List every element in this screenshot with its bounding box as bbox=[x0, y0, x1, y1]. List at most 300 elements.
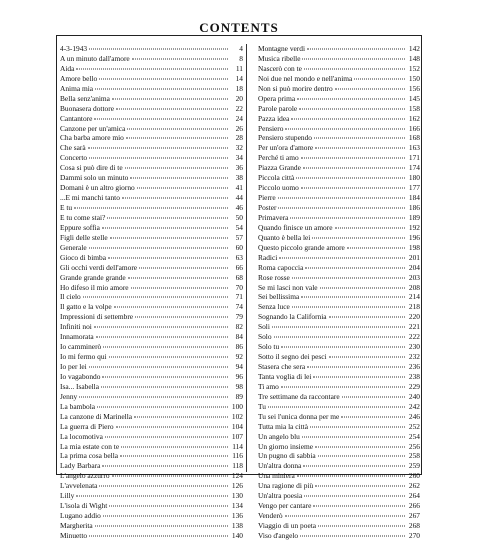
toc-entry bbox=[60, 173, 243, 183]
toc-dot-leader bbox=[135, 317, 228, 318]
toc-entry bbox=[60, 471, 243, 481]
toc-entry bbox=[258, 133, 420, 143]
toc-entry-page: 98 bbox=[235, 381, 243, 391]
toc-entry-page: 63 bbox=[235, 252, 243, 262]
toc-dot-leader bbox=[290, 217, 405, 218]
toc-entry-page: 96 bbox=[235, 371, 243, 381]
toc-entry bbox=[258, 54, 420, 64]
toc-dot-leader bbox=[128, 277, 228, 278]
toc-entry bbox=[60, 243, 243, 253]
toc-dot-leader bbox=[302, 58, 405, 59]
toc-entry-page: 218 bbox=[408, 302, 420, 312]
toc-entry-title: Cosa si può dire di te bbox=[60, 163, 123, 173]
toc-dot-leader bbox=[347, 247, 405, 248]
toc-dot-leader bbox=[122, 198, 228, 199]
toc-entry bbox=[60, 521, 243, 531]
toc-entry-page: 196 bbox=[408, 232, 420, 242]
toc-entry-title: L'isola di Wight bbox=[60, 501, 108, 511]
toc-entry bbox=[258, 114, 420, 124]
toc-entry-page: 124 bbox=[231, 471, 243, 481]
toc-entry-title: Quando finisce un amore bbox=[258, 222, 333, 232]
toc-entry-page: 60 bbox=[235, 242, 243, 252]
toc-entry-page: 145 bbox=[408, 93, 420, 103]
toc-entry bbox=[60, 382, 243, 392]
toc-entry bbox=[258, 64, 420, 74]
toc-entry-title: Poster bbox=[258, 203, 277, 212]
toc-dot-leader bbox=[297, 98, 405, 99]
toc-dot-leader bbox=[126, 138, 228, 139]
toc-entry-page: 74 bbox=[235, 302, 243, 312]
toc-entry-title: Pensiero stupendo bbox=[258, 133, 312, 143]
toc-entry-page: 162 bbox=[408, 113, 420, 123]
toc-entry-page: 258 bbox=[408, 451, 420, 461]
toc-entry-title: Piccola città bbox=[258, 173, 295, 183]
toc-entry-page: 236 bbox=[408, 362, 420, 371]
toc-dot-leader bbox=[88, 148, 228, 149]
toc-entry-title: Radici bbox=[258, 252, 278, 262]
toc-dot-leader bbox=[354, 78, 405, 79]
toc-entry-title: Musica ribelle bbox=[258, 53, 301, 63]
toc-dot-leader bbox=[134, 416, 228, 417]
toc-dot-leader bbox=[114, 307, 228, 308]
toc-dot-leader bbox=[318, 456, 405, 457]
toc-entry-page: 240 bbox=[408, 391, 420, 401]
toc-dot-leader bbox=[132, 58, 228, 59]
toc-dot-leader bbox=[310, 426, 405, 427]
toc-dot-leader bbox=[307, 367, 405, 368]
toc-entry-title: Pierre bbox=[258, 193, 276, 203]
toc-entry bbox=[258, 273, 420, 283]
toc-entry-page: 114 bbox=[232, 441, 243, 451]
toc-entry-title: Vengo per cantare bbox=[258, 501, 312, 511]
toc-entry-title: Tre settimane da raccontare bbox=[258, 391, 340, 401]
toc-entry-title: Nascerò con te bbox=[258, 63, 302, 73]
toc-entry bbox=[258, 302, 420, 312]
toc-entry-page: 130 bbox=[231, 491, 243, 501]
toc-entry bbox=[258, 471, 420, 481]
toc-entry-title: Canzone per un'amica bbox=[60, 123, 126, 133]
toc-entry bbox=[60, 183, 243, 193]
toc-entry bbox=[258, 253, 420, 263]
toc-entry-title: Pazza idea bbox=[258, 113, 290, 123]
toc-entry-page: 229 bbox=[408, 381, 420, 391]
toc-entry-page: 256 bbox=[408, 441, 420, 451]
toc-entry-title: Perché ti amo bbox=[258, 153, 299, 163]
toc-entry bbox=[60, 412, 243, 422]
toc-entry-title: Dammi solo un minuto bbox=[60, 173, 129, 183]
toc-dot-leader bbox=[313, 376, 405, 377]
toc-entry-page: 34 bbox=[235, 153, 243, 163]
toc-entry-page: 201 bbox=[408, 252, 420, 262]
toc-entry-title: Grande grande grande bbox=[60, 272, 126, 282]
toc-entry bbox=[258, 402, 420, 412]
toc-entry bbox=[258, 312, 420, 322]
toc-entry bbox=[60, 273, 243, 283]
toc-entry-title: Solo tu bbox=[258, 342, 280, 352]
toc-dot-leader bbox=[99, 486, 228, 487]
toc-entry-title: Non si può morire dentro bbox=[258, 83, 333, 93]
toc-entry bbox=[60, 292, 243, 302]
toc-entry bbox=[60, 124, 243, 134]
toc-entry bbox=[60, 312, 243, 322]
toc-entry-page: 166 bbox=[408, 123, 420, 133]
toc-entry-title: Pensiero bbox=[258, 123, 284, 133]
toc-entry-page: 268 bbox=[408, 521, 420, 530]
toc-entry-page: 192 bbox=[408, 222, 420, 232]
toc-entry-page: 50 bbox=[235, 212, 243, 222]
toc-dot-leader bbox=[274, 337, 405, 338]
toc-entry-page: 270 bbox=[408, 530, 420, 540]
toc-entry-page: 102 bbox=[231, 411, 243, 421]
toc-entry-title: A un minuto dall'amore bbox=[60, 53, 130, 63]
toc-entry-title: Un'altra donna bbox=[258, 461, 302, 471]
toc-entry-title: Il gatto e la volpe bbox=[60, 302, 112, 312]
toc-entry-page: 264 bbox=[408, 491, 420, 501]
toc-entry-page: 24 bbox=[235, 113, 243, 123]
toc-entry-page: 262 bbox=[408, 481, 420, 491]
toc-entry-title: Gioco di bimba bbox=[60, 252, 106, 262]
toc-entry bbox=[258, 243, 420, 253]
toc-entry bbox=[258, 461, 420, 471]
toc-entry-page: 18 bbox=[235, 83, 243, 93]
toc-entry bbox=[258, 451, 420, 461]
toc-entry-title: La canzone di Marinella bbox=[60, 411, 133, 421]
toc-dot-leader bbox=[108, 257, 228, 258]
toc-dot-leader bbox=[95, 526, 228, 527]
toc-entry-page: 221 bbox=[408, 322, 420, 332]
toc-entry-page: 86 bbox=[235, 342, 243, 352]
toc-entry-page: 222 bbox=[408, 332, 420, 342]
toc-entry-title: Io mi fermo qui bbox=[60, 352, 107, 362]
toc-dot-leader bbox=[315, 446, 405, 447]
toc-dot-leader bbox=[89, 247, 228, 248]
toc-entry-title: Una miniera bbox=[258, 471, 295, 481]
toc-entry bbox=[258, 372, 420, 382]
toc-entry bbox=[60, 422, 243, 432]
toc-dot-leader bbox=[304, 496, 405, 497]
toc-entry-title: Io camminerò bbox=[60, 342, 102, 352]
toc-entry-title: Rose rosse bbox=[258, 272, 290, 282]
toc-entry bbox=[258, 342, 420, 352]
toc-entry-title: Jenny bbox=[60, 391, 78, 401]
toc-entry-title: Concerto bbox=[60, 153, 88, 163]
toc-dot-leader bbox=[74, 208, 228, 209]
toc-entry-page: 158 bbox=[408, 103, 420, 113]
toc-entry bbox=[258, 143, 420, 153]
toc-dot-leader bbox=[315, 486, 405, 487]
toc-dot-leader bbox=[102, 227, 228, 228]
toc-entry-title: Piccolo uomo bbox=[258, 183, 299, 193]
toc-dot-leader bbox=[318, 526, 405, 527]
toc-dot-leader bbox=[268, 406, 405, 407]
toc-entry-title: Tu sei l'unica donna per me bbox=[258, 411, 340, 421]
toc-entry-title: La prima cosa bella bbox=[60, 451, 119, 461]
toc-dot-leader bbox=[314, 138, 405, 139]
toc-entry bbox=[60, 442, 243, 452]
toc-entry-title: Solo bbox=[258, 332, 272, 342]
toc-entry bbox=[60, 263, 243, 273]
toc-entry-page: 66 bbox=[235, 262, 243, 272]
toc-entry-page: 84 bbox=[235, 332, 243, 342]
toc-dot-leader bbox=[300, 535, 405, 536]
toc-entry-page: 177 bbox=[408, 183, 420, 193]
toc-entry-title: Io vagabondo bbox=[60, 371, 101, 381]
toc-dot-leader bbox=[102, 376, 228, 377]
toc-dot-leader bbox=[335, 88, 405, 89]
toc-entry bbox=[60, 153, 243, 163]
toc-entry-page: 57 bbox=[235, 232, 243, 242]
toc-entry-title: Tu bbox=[258, 401, 266, 411]
toc-dot-leader bbox=[272, 327, 405, 328]
toc-entry-page: 163 bbox=[408, 143, 420, 153]
toc-entry-title: Viso d'angelo bbox=[258, 530, 299, 540]
toc-dot-leader bbox=[131, 287, 228, 288]
toc-entry-title: Stasera che sera bbox=[258, 362, 306, 371]
toc-dot-leader bbox=[89, 158, 228, 159]
toc-entry-title: Un'altra poesia bbox=[258, 491, 303, 501]
toc-entry bbox=[60, 392, 243, 402]
toc-entry-page: 184 bbox=[408, 193, 420, 203]
toc-dot-leader bbox=[305, 267, 405, 268]
toc-entry-page: 180 bbox=[408, 173, 420, 183]
toc-entry bbox=[258, 382, 420, 392]
toc-entry-page: 152 bbox=[408, 63, 420, 73]
toc-entry-title: Io per lei bbox=[60, 362, 87, 371]
toc-dot-leader bbox=[307, 49, 405, 50]
toc-entry-page: 260 bbox=[408, 471, 420, 481]
toc-entry bbox=[258, 392, 420, 402]
toc-entry-title: Gli occhi verdi dell'amore bbox=[60, 262, 138, 272]
toc-entry-title: Un giorno insieme bbox=[258, 441, 314, 451]
toc-entry bbox=[258, 74, 420, 84]
toc-entry bbox=[60, 64, 243, 74]
toc-entry-title: Generale bbox=[60, 242, 87, 252]
toc-entry-title: Domani è un altro giorno bbox=[60, 183, 135, 193]
page-title: CONTENTS bbox=[199, 20, 279, 35]
toc-entry bbox=[60, 203, 243, 213]
toc-dot-leader bbox=[285, 516, 405, 517]
toc-entry-page: 266 bbox=[408, 501, 420, 511]
toc-dot-leader bbox=[109, 357, 228, 358]
toc-entry bbox=[60, 114, 243, 124]
toc-entry bbox=[60, 342, 243, 352]
toc-entry-title: Margherita bbox=[60, 521, 93, 530]
toc-entry bbox=[258, 481, 420, 491]
toc-dot-leader bbox=[120, 456, 228, 457]
toc-entry-page: 204 bbox=[408, 262, 420, 272]
toc-entry bbox=[60, 84, 243, 94]
toc-entry-title: Impressioni di settembre bbox=[60, 312, 134, 322]
toc-entry-page: 189 bbox=[408, 212, 420, 222]
toc-entry-title: Anima mia bbox=[60, 83, 94, 93]
toc-entry bbox=[60, 54, 243, 64]
toc-dot-leader bbox=[121, 446, 228, 447]
toc-dot-leader bbox=[335, 227, 406, 228]
toc-dot-leader bbox=[297, 476, 405, 477]
toc-entry-page: 203 bbox=[408, 272, 420, 282]
toc-dot-leader bbox=[130, 178, 228, 179]
contents-column-right bbox=[258, 44, 420, 540]
toc-entry bbox=[60, 233, 243, 243]
toc-dot-leader bbox=[94, 327, 228, 328]
toc-entry-page: 38 bbox=[235, 173, 243, 183]
toc-entry bbox=[60, 253, 243, 263]
toc-dot-leader bbox=[291, 118, 405, 119]
toc-entry-title: Ti amo bbox=[258, 381, 279, 391]
toc-entry-title: Senza luce bbox=[258, 302, 290, 312]
toc-entry-title: Sotto il segno dei pesci bbox=[258, 352, 327, 362]
toc-entry-page: 46 bbox=[235, 203, 243, 212]
toc-entry bbox=[60, 511, 243, 521]
toc-entry-page: 156 bbox=[408, 83, 420, 93]
toc-entry-page: 70 bbox=[235, 282, 243, 292]
toc-entry bbox=[258, 223, 420, 233]
toc-dot-leader bbox=[278, 198, 405, 199]
toc-dot-leader bbox=[89, 535, 228, 536]
toc-entry-title: Minuetto bbox=[60, 530, 88, 540]
toc-entry bbox=[60, 531, 243, 541]
toc-entry bbox=[258, 352, 420, 362]
toc-dot-leader bbox=[292, 307, 405, 308]
toc-entry-title: Buonasera dottore bbox=[60, 103, 114, 113]
toc-entry-title: La locomotiva bbox=[60, 431, 103, 441]
toc-entry bbox=[60, 44, 243, 54]
toc-entry-page: 148 bbox=[408, 53, 420, 63]
toc-entry-page: 54 bbox=[235, 222, 243, 232]
toc-entry-title: Opera prima bbox=[258, 93, 296, 103]
toc-entry bbox=[60, 461, 243, 471]
toc-entry-title: Viaggio di un poeta bbox=[258, 521, 317, 530]
toc-entry bbox=[258, 332, 420, 342]
toc-entry-page: 242 bbox=[408, 401, 420, 411]
toc-entry bbox=[60, 352, 243, 362]
toc-entry bbox=[258, 412, 420, 422]
toc-entry bbox=[258, 173, 420, 183]
toc-entry bbox=[258, 163, 420, 173]
toc-entry bbox=[258, 94, 420, 104]
toc-entry bbox=[258, 213, 420, 223]
toc-entry-page: 14 bbox=[235, 73, 243, 83]
toc-entry-page: 104 bbox=[231, 421, 243, 431]
toc-entry bbox=[60, 362, 243, 372]
toc-entry bbox=[258, 442, 420, 452]
toc-entry bbox=[60, 372, 243, 382]
toc-dot-leader bbox=[296, 178, 405, 179]
toc-entry bbox=[258, 44, 420, 54]
toc-entry bbox=[258, 124, 420, 134]
toc-entry bbox=[60, 193, 243, 203]
toc-entry bbox=[258, 322, 420, 332]
toc-entry bbox=[60, 143, 243, 153]
toc-entry-page: 174 bbox=[408, 163, 420, 173]
toc-entry bbox=[60, 302, 243, 312]
toc-entry-page: 259 bbox=[408, 461, 420, 471]
toc-dot-leader bbox=[281, 347, 405, 348]
toc-entry bbox=[258, 263, 420, 273]
toc-dot-leader bbox=[95, 88, 228, 89]
toc-entry-page: 267 bbox=[408, 511, 420, 521]
toc-dot-leader bbox=[101, 386, 228, 387]
toc-entry bbox=[60, 104, 243, 114]
toc-entry bbox=[60, 322, 243, 332]
toc-dot-leader bbox=[103, 516, 228, 517]
toc-entry-title: Quanto è bella lei bbox=[258, 232, 311, 242]
toc-entry-page: 171 bbox=[408, 153, 420, 163]
toc-entry-page: 208 bbox=[408, 282, 420, 292]
toc-entry bbox=[60, 332, 243, 342]
toc-dot-leader bbox=[96, 337, 228, 338]
toc-entry-page: 22 bbox=[235, 103, 243, 113]
toc-entry bbox=[60, 213, 243, 223]
toc-entry-title: L'angelo azzurro bbox=[60, 471, 110, 481]
toc-dot-leader bbox=[279, 257, 405, 258]
toc-entry-title: E tu bbox=[60, 203, 73, 212]
toc-entry-page: 4 bbox=[239, 44, 243, 53]
toc-dot-leader bbox=[102, 466, 228, 467]
toc-entry-page: 92 bbox=[235, 352, 243, 362]
toc-entry bbox=[60, 451, 243, 461]
toc-entry-title: E tu come stai? bbox=[60, 212, 106, 222]
toc-dot-leader bbox=[76, 68, 228, 69]
toc-dot-leader bbox=[303, 466, 405, 467]
toc-entry-title: Lilly bbox=[60, 491, 75, 501]
toc-entry-title: Roma capoccia bbox=[258, 262, 304, 272]
contents-columns bbox=[60, 44, 420, 540]
toc-entry-title: Soli bbox=[258, 322, 270, 332]
toc-entry-title: Eppure soffia bbox=[60, 222, 100, 232]
toc-dot-leader bbox=[97, 406, 228, 407]
toc-entry-title: Se mi lasci non vale bbox=[258, 282, 318, 292]
toc-entry-page: 26 bbox=[235, 123, 243, 133]
toc-entry-title: Figli delle stelle bbox=[60, 232, 108, 242]
toc-dot-leader bbox=[281, 386, 405, 387]
toc-entry-title: Sognando la California bbox=[258, 312, 327, 322]
toc-dot-leader bbox=[137, 188, 228, 189]
toc-entry-title: Questo piccolo grande amore bbox=[258, 242, 345, 252]
toc-entry bbox=[258, 501, 420, 511]
toc-dot-leader bbox=[112, 98, 228, 99]
toc-entry bbox=[60, 223, 243, 233]
toc-entry-title: Primavera bbox=[258, 212, 289, 222]
toc-dot-leader bbox=[127, 128, 228, 129]
toc-entry-page: 186 bbox=[408, 203, 420, 212]
toc-entry-title: Cantantore bbox=[60, 113, 93, 123]
toc-dot-leader bbox=[94, 118, 228, 119]
toc-entry-title: Una ragione di più bbox=[258, 481, 314, 491]
toc-dot-leader bbox=[116, 426, 228, 427]
toc-entry-page: 150 bbox=[408, 73, 420, 83]
toc-entry bbox=[60, 481, 243, 491]
toc-entry-page: 71 bbox=[235, 292, 243, 302]
toc-dot-leader bbox=[303, 168, 405, 169]
toc-entry-page: 254 bbox=[408, 431, 420, 441]
toc-entry-page: 238 bbox=[408, 371, 420, 381]
toc-entry-page: 136 bbox=[231, 511, 243, 521]
toc-dot-leader bbox=[304, 68, 405, 69]
toc-entry bbox=[258, 511, 420, 521]
toc-dot-leader bbox=[301, 188, 405, 189]
toc-dot-leader bbox=[315, 148, 405, 149]
toc-entry-page: 214 bbox=[408, 292, 420, 302]
toc-entry-title: Piazza Grande bbox=[258, 163, 301, 173]
toc-dot-leader bbox=[329, 357, 405, 358]
toc-entry bbox=[60, 133, 243, 143]
toc-entry bbox=[60, 283, 243, 293]
toc-entry-page: 79 bbox=[235, 312, 243, 322]
toc-entry-title: Montagne verdi bbox=[258, 44, 305, 53]
toc-entry-title: Un angelo blu bbox=[258, 431, 300, 441]
toc-entry-title: Venderò bbox=[258, 511, 283, 521]
